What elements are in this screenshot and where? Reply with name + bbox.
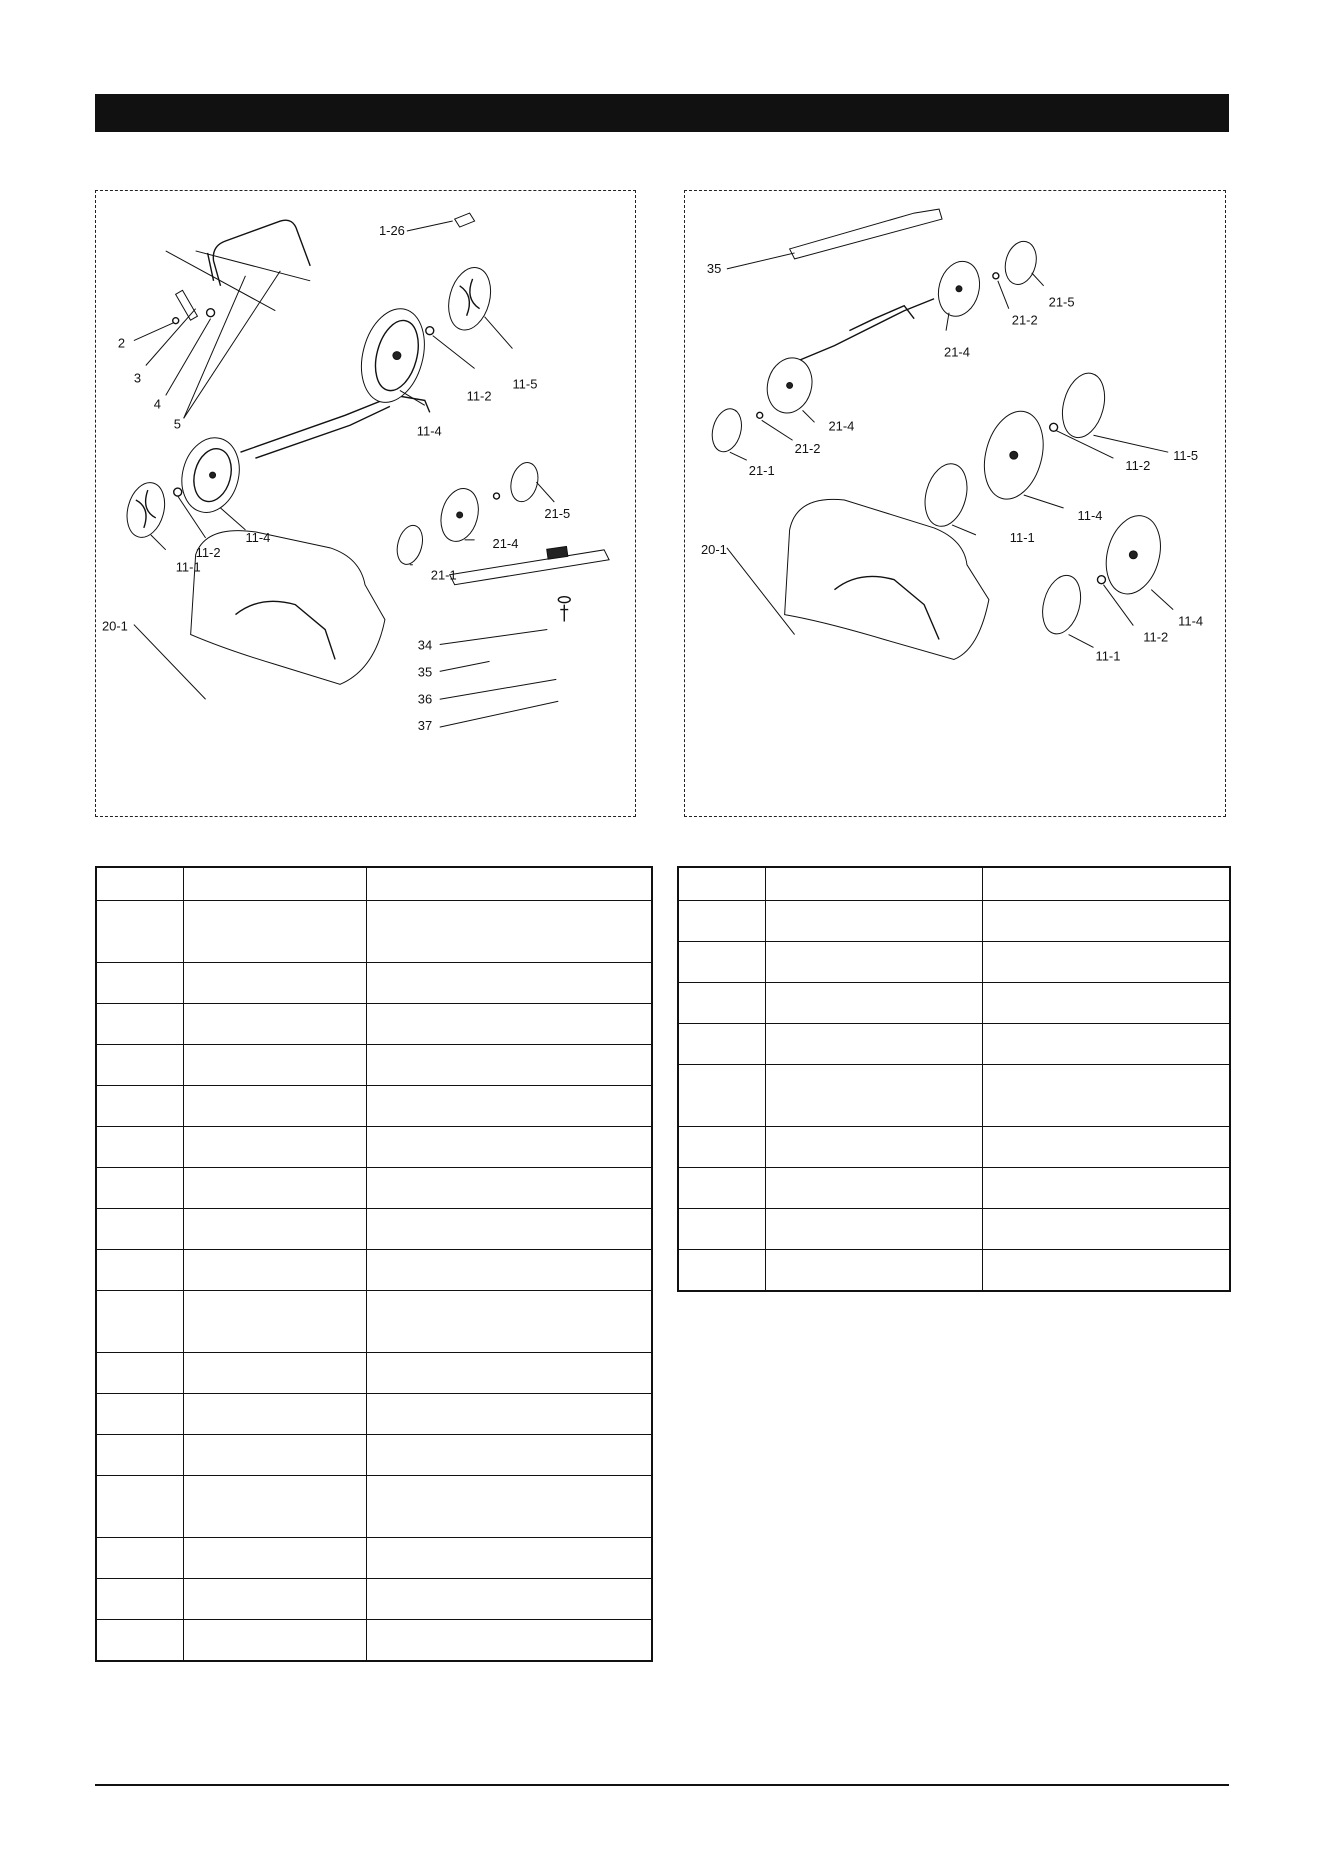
callout-35: 35 (706, 260, 722, 276)
table-row (96, 1579, 652, 1620)
table-row (96, 1620, 652, 1662)
exploded-diagram-right (684, 190, 1226, 817)
callout-21-4: 21-4 (492, 535, 519, 551)
grass-bag (785, 499, 989, 659)
wheel-lower-hub (210, 472, 216, 478)
table-row (96, 1168, 652, 1209)
callout-11-4-bottom: 11-4 (245, 529, 271, 545)
table-row (678, 1024, 1230, 1065)
callout-20-1: 20-1 (700, 541, 727, 557)
rear-axle-2 (255, 406, 390, 458)
callout-1-26: 1-26 (378, 222, 405, 238)
washer-upper (426, 327, 434, 335)
callout-20-1: 20-1 (101, 618, 128, 634)
callout-21-1: 21-1 (430, 567, 457, 583)
callout-11-4-lower: 11-4 (1178, 613, 1204, 629)
washer-small (207, 309, 215, 317)
washer-lower (174, 488, 182, 496)
front-wheel-top-hub (956, 286, 962, 292)
table-row (678, 983, 1230, 1024)
table-row (96, 1004, 652, 1045)
callout-35: 35 (417, 664, 433, 680)
table-row (96, 1394, 652, 1435)
callout-11-1-upper: 11-1 (1009, 529, 1035, 545)
front-wheel-lower-hub (787, 382, 793, 388)
callout-4: 4 (153, 396, 161, 412)
rear-axle (240, 395, 429, 452)
callout-36: 36 (417, 691, 433, 707)
handle-knob (176, 290, 198, 320)
callout-5: 5 (173, 416, 181, 432)
callout-11-2-upper: 11-2 (1125, 458, 1151, 474)
parts-list-table-left (95, 866, 653, 1662)
table-row (678, 942, 1230, 983)
callout-11-1: 11-1 (175, 559, 201, 575)
rear-wheel-lower-hub (1129, 551, 1137, 559)
rear-wheel-upper-hub (1010, 451, 1018, 459)
callout-21-4-top: 21-4 (944, 344, 970, 360)
rear-washer-lower (1097, 576, 1105, 584)
callout-11-4-top: 11-4 (416, 423, 442, 439)
callout-11-4-upper: 11-4 (1077, 507, 1103, 523)
table-row (678, 1168, 1230, 1209)
left-diagram-drawing (96, 191, 635, 816)
table-row (96, 1086, 652, 1127)
hubcap-lower (121, 478, 170, 541)
section-header-bar (95, 94, 1229, 132)
rear-hubcap-lower (1037, 571, 1087, 638)
table-row (96, 963, 652, 1004)
rear-washer-upper (1050, 423, 1058, 431)
parts-list-table-right (677, 866, 1231, 1292)
table-header-row (678, 867, 1230, 901)
table-row (96, 1127, 652, 1168)
callout-21-1: 21-1 (748, 463, 775, 479)
callout-3: 3 (133, 370, 142, 386)
blade-bolt (560, 605, 568, 622)
front-hubcap-lower (708, 405, 746, 455)
footer-rule (95, 1784, 1229, 1786)
table-row (96, 1209, 652, 1250)
callout-11-1-lower: 11-1 (1095, 648, 1121, 664)
callout-11-2-top: 11-2 (466, 388, 492, 404)
switch-part (455, 213, 475, 227)
table-row (96, 1435, 652, 1476)
table-row (678, 1250, 1230, 1292)
table-row (678, 1209, 1230, 1250)
blade (450, 550, 609, 585)
callout-11-2-lower: 11-2 (1143, 629, 1169, 645)
front-wheel-hub (457, 512, 463, 518)
blade-washer (558, 597, 570, 603)
table-row (96, 1538, 652, 1579)
front-washer-lower (757, 412, 763, 418)
table-row (96, 901, 652, 963)
right-diagram-drawing (685, 191, 1225, 816)
callout-11-5: 11-5 (1173, 448, 1199, 464)
callout-21-5: 21-5 (544, 505, 571, 521)
front-washer-top (993, 273, 999, 279)
table-row (96, 1291, 652, 1353)
front-hubcap-left (393, 523, 426, 568)
table-row (678, 1127, 1230, 1168)
callout-21-2-lower: 21-2 (794, 441, 821, 457)
callout-2: 2 (117, 335, 126, 351)
front-axle-2 (849, 306, 914, 331)
callout-11-5-top: 11-5 (512, 376, 538, 392)
callout-21-2-top: 21-2 (1011, 312, 1038, 328)
table-row (678, 1065, 1230, 1127)
front-hubcap-top (1001, 238, 1041, 288)
table-header-row (96, 867, 652, 901)
callout-34: 34 (417, 637, 433, 653)
rear-hubcap-outer (919, 459, 974, 531)
blade-adapter (547, 546, 568, 559)
table-row (96, 1250, 652, 1291)
handle-bar (213, 220, 310, 286)
callout-21-4-lower: 21-4 (828, 418, 855, 434)
wheel-upper-hub (393, 352, 401, 360)
table-row (678, 901, 1230, 942)
front-washer (494, 493, 500, 499)
callout-11-2-bottom: 11-2 (195, 544, 221, 560)
callout-37: 37 (417, 718, 433, 734)
table-row (96, 1476, 652, 1538)
table-row (96, 1045, 652, 1086)
rear-hubcap-upper (1056, 368, 1112, 442)
exploded-diagram-left (95, 190, 636, 817)
blade (790, 209, 942, 259)
table-row (96, 1353, 652, 1394)
callout-21-5-top: 21-5 (1048, 294, 1075, 310)
